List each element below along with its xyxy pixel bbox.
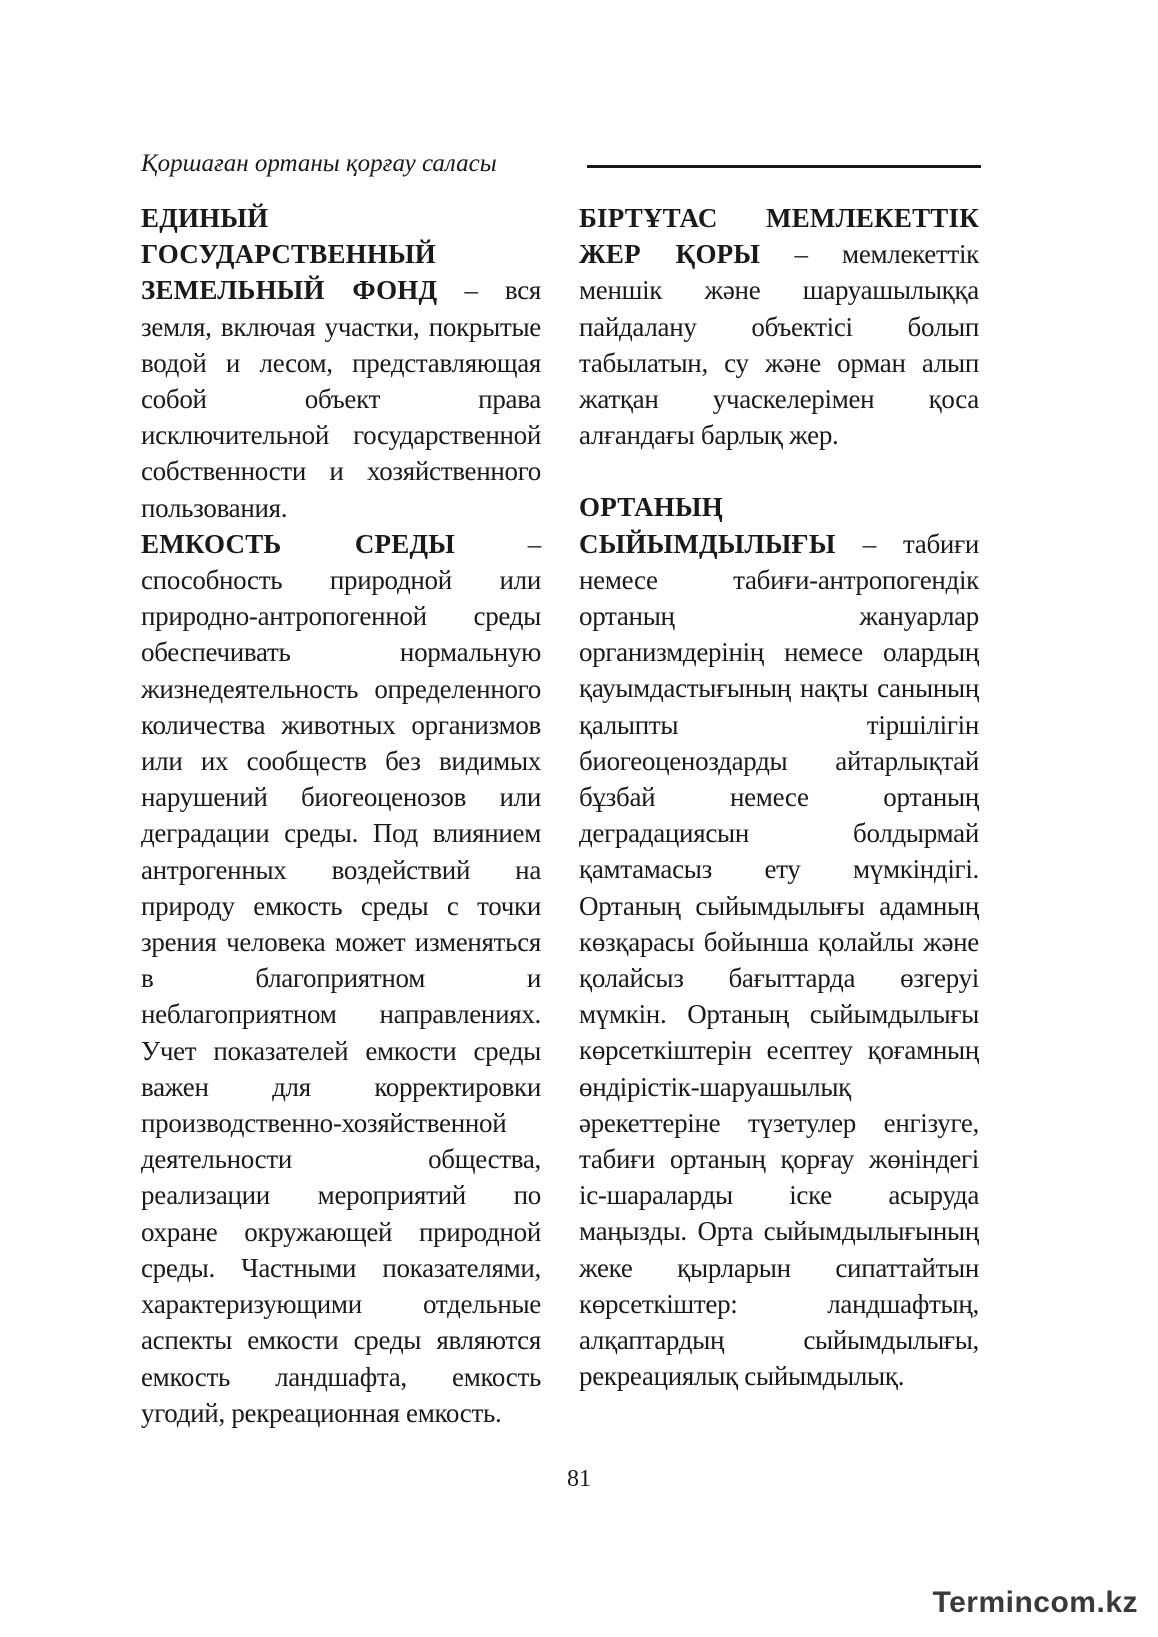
entry-definition: – вся земля, включая участки, покрытые водой и лесом, представляющая собой объект права исключительной государственной собственности и хозяйственного пользования. — [141, 275, 542, 523]
dictionary-entry — [141, 200, 541, 526]
header-rule — [587, 165, 981, 168]
site-watermark: Termincom.kz — [932, 1586, 1138, 1619]
entry-term: ЕДИНЫЙ ГОСУДАРСТВЕННЫЙ ЗЕМЕЛЬНЫЙ ФОНД — [141, 203, 438, 306]
page-number: 81 — [567, 1466, 591, 1492]
dictionary-entry — [141, 526, 541, 1431]
running-title: Қоршаған ортаны қорғау саласы — [141, 150, 497, 177]
entry-term: ОРТАНЫҢ СЫЙЫМДЫЛЫҒЫ — [579, 492, 836, 559]
dictionary-entry — [579, 200, 979, 453]
entry-term: БІРТҰТАС МЕМЛЕКЕТТІК ЖЕР ҚОРЫ — [579, 203, 979, 270]
running-header — [141, 147, 981, 187]
right-column — [579, 200, 979, 1395]
entry-definition: – мемлекеттік меншік және шаруашылыққа пайдалану объектісі болып табылатын, су және орман алып жатқан учаскелерімен қоса алғандағы барлық жер. — [579, 239, 980, 451]
entry-term: ЕМКОСТЬ СРЕДЫ — [141, 528, 455, 559]
entry-definition: – табиғи немесе табиғи-антропогендік ортаның жануарлар организмдерінің немесе олардың қауымдастығының нақты санының қалыпты тіршілігін биогеоценоздарды айтарлықтай бұзбай немесе ортаның деградациясын болдырмай қамтамасыз ету мүмкіндігі. Ортаның сыйымдылығы адамның көзқарасы бойынша қолайлы және қолайсыз бағыттарда өзгеруі мүмкін. Ортаның сыйымдылығы көрсеткіштерін есептеу қоғамның өндірістік-шаруашылық әрекеттеріне түзетулер енгізуге, табиғи ортаның қорғау жөніндегі іс-шараларды іске асыруда маңызды. Орта сыйымдылығының жеке қырларын сипаттайтын көрсеткіштер: ландшафтың, алқаптардың сыйымдылығы, рекреациялық сыйымдылық. — [579, 528, 979, 1392]
dictionary-entry — [579, 489, 979, 1394]
left-column — [141, 200, 541, 1431]
entry-definition: – способность природной или природно-антропогенной среды обеспечивать нормальную жизнедеятельность определенного количества животных организмов или их сообществ без видимых нарушений биогеоценозов или деградации среды. Под влиянием антрогенных воздействий на природу емкость среды с точки зрения человека может изменяться в благоприятном и неблагоприятном направлениях. Учет показателей емкости среды важен для корректировки производственно-хозяйственной деятельности общества, реализации мероприятий по охране окружающей природной среды. Частными показателями, характеризующими отдельные аспекты емкости среды являются емкость ландшафта, емкость угодий, рекреационная емкость. — [141, 528, 541, 1428]
